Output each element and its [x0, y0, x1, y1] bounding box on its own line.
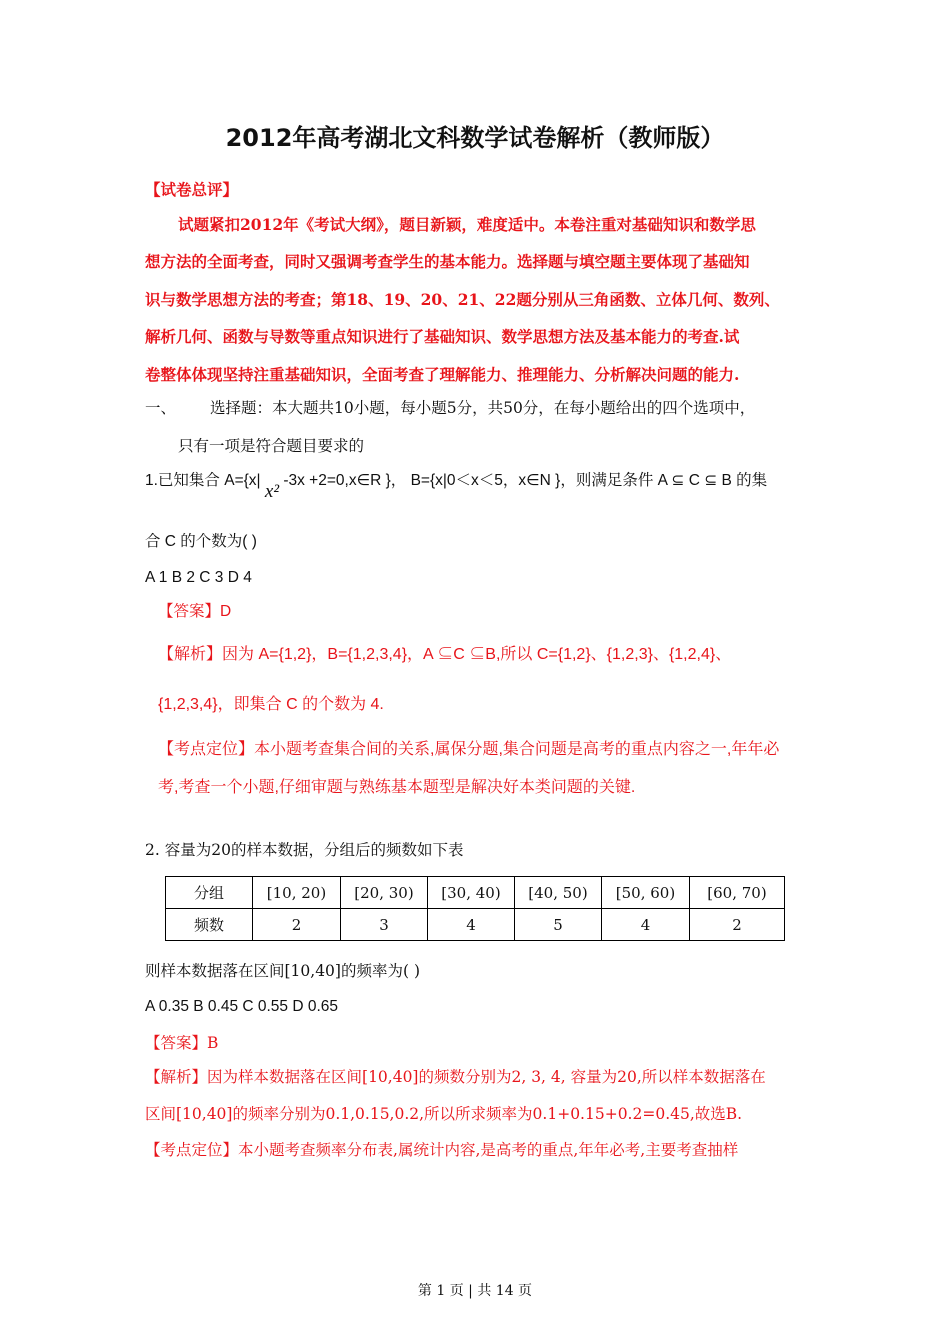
page-title: 2012年高考湖北文科数学试卷解析（教师版）	[225, 124, 725, 152]
section-number: 一、	[145, 399, 177, 417]
review-line: 试题紧扣2012年《考试大纲》，题目新颖，难度适中。本卷注重对基础知识和数学思	[178, 215, 756, 234]
x-squared: x²	[264, 481, 280, 502]
review-heading: 【试卷总评】	[145, 180, 239, 199]
q1-point: 【考点定位】本小题考查集合间的关系,属保分题,集合问题是高考的重点内容之一,年年必	[158, 741, 780, 758]
table-cell: 5	[515, 909, 602, 941]
table-cell: [50, 60)	[602, 877, 690, 909]
q2-answer: 【答案】B	[145, 1034, 219, 1052]
q1-options: A 1 B 2 C 3 D 4	[145, 569, 252, 586]
table-cell: [40, 50)	[515, 877, 602, 909]
q2-point: 【考点定位】本小题考查频率分布表,属统计内容,是高考的重点,年年必考,主要考查抽样	[145, 1141, 739, 1159]
q1-stem-a: 1.已知集合 A={x|	[145, 472, 261, 489]
table-cell: [10, 20)	[253, 877, 341, 909]
page-footer: 第 1 页 | 共 14 页	[417, 1283, 533, 1299]
q1-point: 考,考查一个小题,仔细审题与熟练基本题型是解决好本类问题的关键.	[158, 779, 636, 796]
section-instructions: 只有一项是符合题目要求的	[178, 437, 365, 455]
q2-analysis: 【解析】因为样本数据落在区间[10,40]的频数分别为2, 3, 4, 容量为20,所以样本数据落在	[145, 1068, 766, 1086]
review-line: 卷整体体现坚持注重基础知识，全面考查了理解能力、推理能力、分析解决问题的能力.	[145, 365, 740, 384]
q2-analysis: 区间[10,40]的频率分别为0.1,0.15,0.2,所以所求频率为0.1+0.15+0.2=0.45,故选B.	[145, 1105, 743, 1123]
q1-stem	[145, 470, 768, 502]
q2-question: 则样本数据落在区间[10,40]的频率为( )	[145, 962, 420, 980]
table-cell: [30, 40)	[428, 877, 515, 909]
q1-answer: 【答案】D	[158, 603, 232, 620]
table-cell: 4	[602, 909, 690, 941]
q1-stem-end: 合 C 的个数为( )	[145, 533, 257, 550]
table-cell: 3	[341, 909, 428, 941]
q1-analysis: {1,2,3,4}，即集合 C 的个数为 4.	[158, 696, 384, 713]
review-line: 解析几何、函数与导数等重点知识进行了基础知识、数学思想方法及基本能力的考查.试	[145, 327, 740, 346]
table-cell: 4	[428, 909, 515, 941]
table-cell: 频数	[166, 909, 253, 941]
table-cell: 2	[253, 909, 341, 941]
table-cell: [20, 30)	[341, 877, 428, 909]
table-cell: [60, 70)	[690, 877, 785, 909]
frequency-table	[165, 876, 785, 941]
table-row	[166, 877, 785, 909]
section-instructions: 选择题：本大题共10小题，每小题5分，共50分，在每小题给出的四个选项中，	[210, 399, 756, 417]
q2-options: A 0.35 B 0.45 C 0.55 D 0.65	[145, 998, 339, 1015]
q1-analysis: 【解析】因为 A={1,2}，B={1,2,3,4}，A ⊆C ⊆B,所以 C={1,2}、{1,2,3}、{1,2,4}、	[158, 646, 732, 663]
q2-stem: 2. 容量为20的样本数据，分组后的频数如下表	[145, 841, 464, 859]
table-cell: 分组	[166, 877, 253, 909]
review-line: 想方法的全面考查，同时又强调考查学生的基本能力。选择题与填空题主要体现了基础知	[145, 252, 750, 271]
q1-stem-b: -3x +2=0,x∈R }， B={x|0＜x＜5，x∈N }，则满足条件 A ⊆ C ⊆ B 的集	[283, 472, 768, 489]
table-row	[166, 909, 785, 941]
review-line: 识与数学思想方法的考查；第18、19、20、21、22题分别从三角函数、立体几何、数列、	[145, 290, 780, 309]
table-cell: 2	[690, 909, 785, 941]
